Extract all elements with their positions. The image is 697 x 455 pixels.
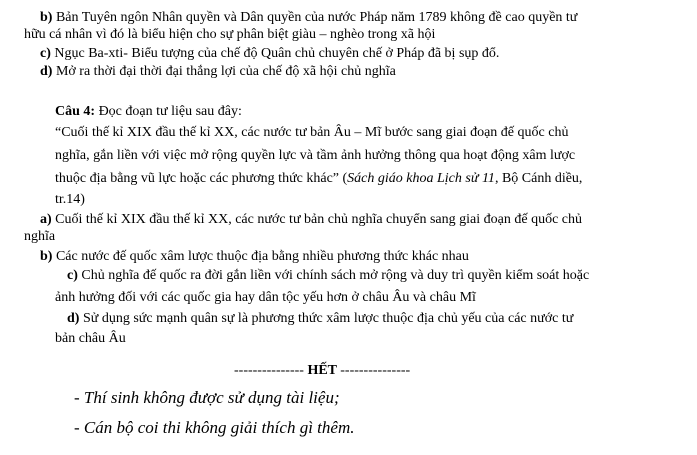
quote-line-4: tr.14) (55, 192, 85, 207)
prev-option-b-line2: hữu cá nhân vì đó là biểu hiện cho sự phân biệt giàu – nghèo trong xã hội (24, 27, 436, 42)
end-marker (234, 363, 410, 379)
option-text: Chủ nghĩa đế quốc ra đời gắn liền với chính sách mở rộng và duy trì quyền kiểm soát hoặc (77, 268, 590, 283)
option-label: b) (40, 10, 53, 25)
q4-option-c-line1 (67, 268, 589, 284)
prev-option-d (40, 64, 396, 80)
end-dashes-right: --------------- (340, 363, 411, 378)
option-text: Các nước đế quốc xâm lược thuộc địa bằng nhiều phương thức khác nhau (52, 249, 469, 264)
option-text: Sử dụng sức mạnh quân sự là phương thức xâm lược thuộc địa chủ yếu của các nước tư (79, 311, 574, 326)
option-label: d) (67, 311, 80, 326)
option-label: b) (40, 249, 53, 264)
quote-text-end: , Bộ Cánh diều, (494, 171, 583, 186)
quote-line-2: nghĩa, gắn liền với việc mở rộng quyền lực và tầm ảnh hưởng thông qua hoạt động xâm lược (55, 148, 576, 163)
prev-option-c (40, 46, 499, 62)
note-no-materials: - Thí sinh không được sử dụng tài liệu; (74, 388, 340, 407)
option-text: Cuối thế kỉ XIX đầu thế kỉ XX, các nước tư bản chủ nghĩa chuyển sang giai đoạn đế quốc chủ (51, 212, 582, 227)
q4-option-a-line1 (40, 212, 582, 228)
note-no-explanation: - Cán bộ coi thi không giải thích gì thêm. (74, 418, 355, 437)
q4-option-b (40, 249, 469, 265)
quote-line-3 (55, 171, 582, 187)
q4-option-a-line2: nghĩa (24, 229, 56, 244)
q4-option-d-line1 (67, 311, 573, 327)
prev-option-b-line1 (40, 10, 577, 26)
question-prompt: Đọc đoạn tư liệu sau đây: (95, 104, 242, 119)
end-label: HẾT (303, 363, 341, 378)
q4-option-c-line2: ảnh hưởng đối với các quốc gia hay dân tộc yếu hơn ở châu Âu và châu Mĩ (55, 290, 476, 305)
q4-option-d-line2: bản châu Âu (55, 331, 126, 346)
option-label: a) (40, 212, 52, 227)
quote-line-1: “Cuối thế kỉ XIX đầu thế kỉ XX, các nước tư bản Âu – Mĩ bước sang giai đoạn đế quốc chủ (55, 125, 569, 140)
option-label: c) (40, 46, 51, 61)
quote-source: Sách giáo khoa Lịch sử 11 (347, 171, 495, 186)
option-label: d) (40, 64, 53, 79)
option-label: c) (67, 268, 78, 283)
option-text: Ngục Ba-xti- Biểu tượng của chế độ Quân chủ chuyên chế ở Pháp đã bị sụp đổ. (50, 46, 500, 61)
option-text: Mở ra thời đại thời đại thắng lợi của chế độ xã hội chủ nghĩa (52, 64, 396, 79)
question-number: Câu 4: (55, 104, 96, 119)
quote-text: thuộc địa bằng vũ lực hoặc các phương thức khác” ( (55, 171, 348, 186)
end-dashes-left: --------------- (234, 363, 304, 378)
question-4-title (55, 104, 242, 120)
option-text: Bản Tuyên ngôn Nhân quyền và Dân quyền của nước Pháp năm 1789 không đề cao quyền tư (52, 10, 578, 25)
